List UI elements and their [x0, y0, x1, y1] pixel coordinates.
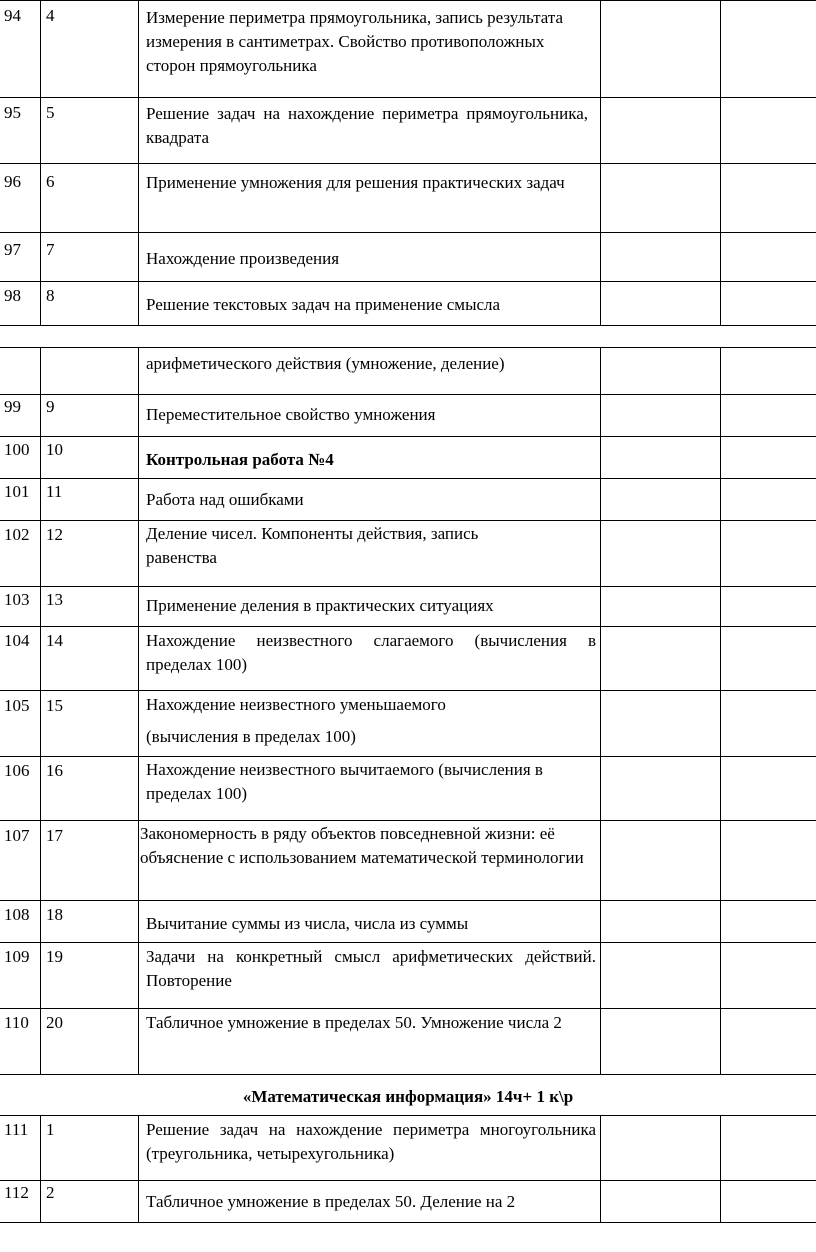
lesson-topic: Закономерность в ряду объектов повседневной жизни: её объяснение с использованием математической терминологии — [140, 824, 584, 867]
row-border — [0, 942, 816, 943]
lesson-topic: Табличное умножение в пределах 50. Умножение числа 2 — [146, 1013, 562, 1032]
topic-lesson-number: 1 — [46, 1120, 55, 1139]
lesson-number: 95 — [4, 103, 21, 122]
lesson-number: 100 — [4, 440, 30, 459]
lesson-number: 107 — [4, 826, 30, 845]
column-border — [40, 0, 41, 326]
row-border — [0, 1008, 816, 1009]
lesson-topic: Применение деления в практических ситуациях — [146, 596, 494, 615]
lesson-number: 108 — [4, 905, 30, 924]
row-border — [0, 478, 816, 479]
lesson-topic: Табличное умножение в пределах 50. Деление на 2 — [146, 1192, 516, 1211]
row-border — [0, 347, 816, 348]
topic-lesson-number: 17 — [46, 826, 63, 845]
topic-lesson-number: 13 — [46, 590, 63, 609]
topic-lesson-number: 20 — [46, 1013, 63, 1032]
topic-lesson-number: 12 — [46, 525, 63, 544]
row-border — [0, 325, 816, 326]
lesson-topic: Решение задач на нахождение периметра многоугольника (треугольника, четырехугольника) — [146, 1120, 596, 1163]
topic-lesson-number: 5 — [46, 103, 55, 122]
row-border — [0, 1115, 816, 1116]
row-border — [0, 232, 816, 233]
lesson-number: 98 — [4, 286, 21, 305]
lesson-topic: Применение умножения для решения практических задач — [146, 173, 565, 192]
column-border — [40, 347, 41, 1075]
lesson-topic: Вычитание суммы из числа, числа из суммы — [146, 914, 469, 933]
row-border — [0, 163, 816, 164]
row-border — [0, 520, 816, 521]
column-border — [720, 0, 721, 326]
section-title: «Математическая информация» 14ч+ 1 к\р — [242, 1087, 574, 1106]
topic-lesson-number: 6 — [46, 172, 55, 191]
column-border — [138, 0, 139, 326]
lesson-number: 103 — [4, 590, 30, 609]
lesson-topic: Нахождение неизвестного уменьшаемого — [146, 695, 446, 714]
topic-lesson-number: 19 — [46, 947, 63, 966]
row-border — [0, 1074, 816, 1075]
lesson-number: 102 — [4, 525, 30, 544]
lesson-topic: Переместительное свойство умножения — [146, 405, 436, 424]
lesson-number: 105 — [4, 696, 30, 715]
lesson-topic: Деление чисел. Компоненты действия, запись равенства — [146, 524, 479, 567]
lesson-topic-continuation: арифметического действия (умножение, деление) — [146, 354, 505, 373]
topic-lesson-number: 15 — [46, 696, 63, 715]
lesson-topic: Измерение периметра прямоугольника, запись результата измерения в сантиметрах. Свойство противоположных сторон прямоугольника — [146, 8, 564, 75]
lesson-number: 94 — [4, 6, 21, 25]
row-border — [0, 281, 816, 282]
topic-lesson-number: 16 — [46, 761, 63, 780]
row-border — [0, 756, 816, 757]
column-border — [40, 1115, 41, 1223]
row-border — [0, 97, 816, 98]
lesson-topic: Решение задач на нахождение периметра прямоугольника, квадрата — [146, 104, 588, 147]
column-border — [600, 1115, 601, 1223]
column-border — [600, 0, 601, 326]
lesson-topic: Работа над ошибками — [146, 490, 304, 509]
topic-lesson-number: 2 — [46, 1183, 55, 1202]
lesson-number: 111 — [4, 1120, 29, 1139]
lesson-topic: Задачи на конкретный смысл арифметических действий. Повторение — [146, 947, 596, 990]
topic-lesson-number: 14 — [46, 631, 63, 650]
topic-lesson-number: 18 — [46, 905, 63, 924]
lesson-number: 97 — [4, 240, 21, 259]
row-border — [0, 394, 816, 395]
lesson-number: 96 — [4, 172, 21, 191]
topic-lesson-number: 10 — [46, 440, 63, 459]
row-border — [0, 1222, 816, 1223]
row-border — [0, 436, 816, 437]
column-border — [138, 347, 139, 1075]
lesson-topic: Нахождение произведения — [146, 249, 340, 268]
topic-lesson-number: 11 — [46, 482, 63, 501]
row-border — [0, 900, 816, 901]
topic-lesson-number: 7 — [46, 240, 55, 259]
lesson-number: 109 — [4, 947, 30, 966]
row-border — [0, 626, 816, 627]
column-border — [138, 1115, 139, 1223]
topic-lesson-number: 8 — [46, 286, 55, 305]
row-border — [0, 1180, 816, 1181]
column-border — [600, 347, 601, 1075]
column-border — [720, 1115, 721, 1223]
lesson-topic: Решение текстовых задач на применение смысла — [146, 295, 501, 314]
column-border — [720, 347, 721, 1075]
row-border — [0, 820, 816, 821]
lesson-number: 99 — [4, 397, 21, 416]
row-border — [0, 0, 816, 1]
lesson-number: 112 — [4, 1183, 29, 1202]
lesson-number: 104 — [4, 631, 30, 650]
lesson-topic: Контрольная работа №4 — [146, 450, 334, 469]
topic-lesson-number: 9 — [46, 397, 55, 416]
lesson-topic: Нахождение неизвестного слагаемого (вычисления в пределах 100) — [146, 631, 596, 674]
row-border — [0, 586, 816, 587]
lesson-number: 101 — [4, 482, 30, 501]
lesson-topic-continuation: (вычисления в пределах 100) — [146, 727, 356, 746]
lesson-number: 106 — [4, 761, 30, 780]
lesson-number: 110 — [4, 1013, 29, 1032]
row-border — [0, 690, 816, 691]
topic-lesson-number: 4 — [46, 6, 55, 25]
lesson-topic: Нахождение неизвестного вычитаемого (вычисления в пределах 100) — [146, 760, 543, 803]
